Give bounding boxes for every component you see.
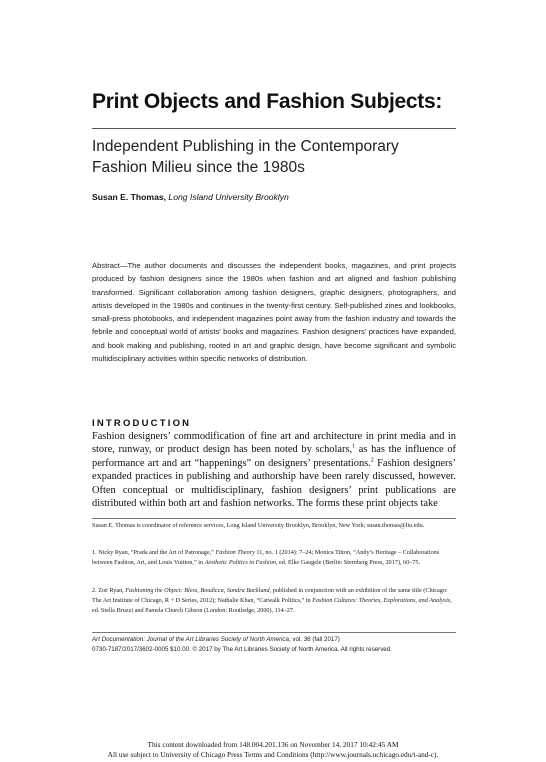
download-line-1: This content downloaded from 148.004.201.136 on November 14, 2017 10:42:45 AM [147, 740, 399, 749]
abstract-text: The author documents and discusses the independent books, magazines, and print projects produced by fashion designers since the 1980s when fashion and art aligned and fashion publishing transformed. Significant collaboration among fashion designers, graphic designers, photographers, and artists developed in the 1980s and continues in the twenty-first century. Self-published zines and lookbooks, small-press photobooks, and independent magazines point away from the fashion industry and towards the febrile and conceptual world of artists’ books and magazines. Fashion designers’ practices have expanded, and book making and publishing, rooted in art and graphic design, have become significant and symbolic multidisciplinary activities within specific networks of distribution. [92, 261, 456, 364]
abstract-label: Abstract— [92, 261, 128, 270]
footnote-1-journal: Fashion Theory [215, 549, 255, 556]
journal-copyright: 0730-7187/2017/3602-0005 $10.00. © 2017 by The Art Libraries Society of North America. All rights reserved. [92, 646, 392, 653]
download-notice [0, 740, 546, 760]
journal-line-1 [92, 635, 456, 645]
journal-issue: , vol. 36 (fall 2017) [288, 636, 340, 643]
author-name: Susan E. Thomas, [92, 192, 167, 202]
footnote-1-text: 1. Nicky Ryan, “Prada and the Art of Patronage,” [92, 549, 216, 556]
body-text-3: Fashion designers’ expanded practices in publishing and authorship have been rarely discussed, however. Often conceptual or multidisciplinary, fashion designers’ print publications are distributed within both art and fashion networks. The forms these print objects take [92, 457, 456, 510]
body-paragraph [92, 430, 456, 510]
body-text-1: Fashion designers’ commodification of fine art and architecture in print media and in store, runway, or product design has been noted by scholars, [92, 431, 456, 456]
footnote-1-text-2: 11, no. 1 (2014): 7–24; Monica Titton, “Andy’s Heritage – Collaborations between Fashion, Art, and Louis Vuitton,” in [92, 549, 440, 567]
author-line [92, 192, 289, 202]
footnote-2-book-2: Fashion Cultures: Theories, Explorations, and Analysis [312, 597, 451, 605]
footnote-2-text: 2. Zoë Ryan, [92, 587, 126, 594]
footnote-2-text-2: , published in conjunction with an exhibition of the same title (Chicago: The Art Institute of Chicago, R + D Series, 2012); Nathalie Khan, “Catwalk Politics,” in [92, 587, 448, 605]
author-note: Susan E. Thomas is coordinator of reference services, Long Island University Brooklyn, Brooklyn, New York; susan.thomas@liu.edu. [92, 522, 425, 529]
footnote-1-book: Aesthetic Politics in Fashion [204, 559, 276, 567]
abstract [92, 259, 456, 365]
footnote-1-text-3: , ed. Elke Gaugele (Berlin: Sternberg Press, 2017), 60–75. [275, 559, 420, 567]
article-subtitle: Independent Publishing in the Contemporary Fashion Milieu since the 1980s [92, 138, 399, 176]
section-heading: INTRODUCTION [92, 418, 192, 429]
footnote-1 [92, 548, 456, 568]
article-title: Print Objects and Fashion Subjects: [92, 90, 443, 113]
footnote-2-text-3: , ed. Stella Bruzzi and Pamela Church Gibson (London: Routledge, 2000), 114–27. [92, 597, 452, 615]
body-text-2: as has the influence of performance art and art “happenings” on designers’ presentations. [92, 444, 456, 469]
footnote-ref-1: 1 [352, 443, 356, 450]
footnote-2-book: Fashioning the Object: Bless, Boudicca, Sandra Backlund [125, 587, 270, 594]
footnote-2 [92, 586, 456, 617]
footnote-ref-2: 2 [370, 457, 374, 464]
journal-rule [92, 632, 456, 633]
footnote-rule [92, 518, 456, 519]
title-rule [92, 128, 456, 129]
download-line-2: All use subject to University of Chicago Press Terms and Conditions (http://www.journals.uchicago.edu/t-and-c). [107, 750, 439, 759]
author-affiliation: Long Island University Brooklyn [168, 192, 289, 202]
journal-citation [92, 635, 456, 655]
journal-name: Art Documentation: Journal of the Art Libraries Society of North America [92, 636, 289, 643]
